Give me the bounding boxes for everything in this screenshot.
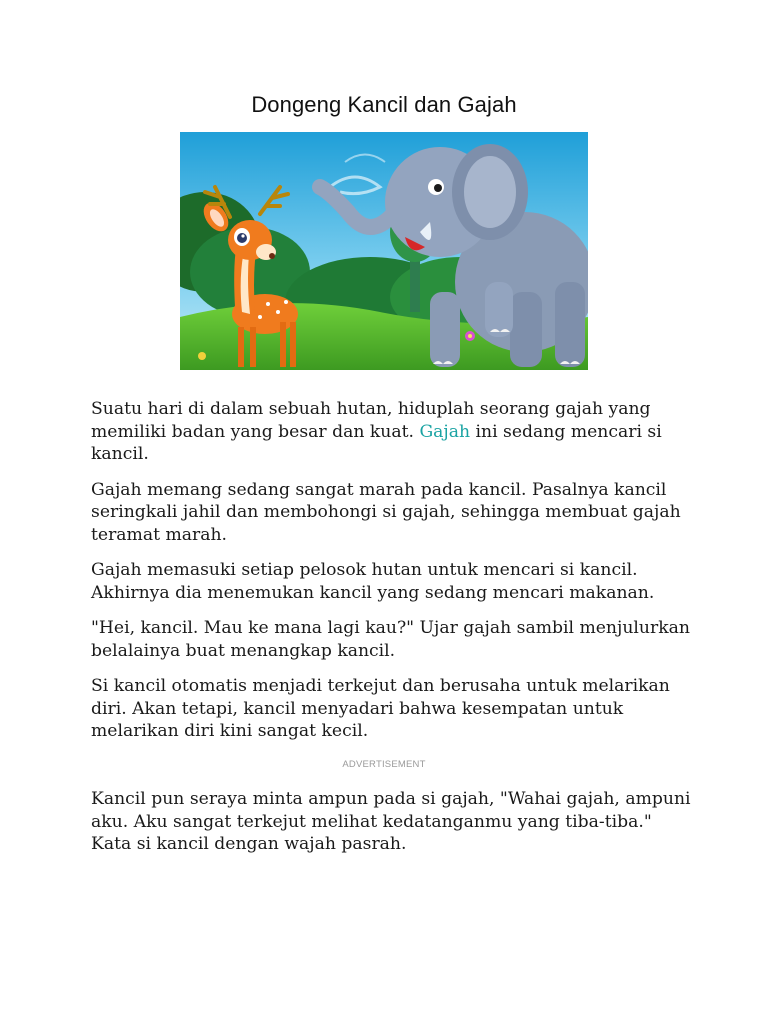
paragraph-4: "Hei, kancil. Mau ke mana lagi kau?" Ujar gajah sambil menjulurkan belalainya buat menangkap kancil. (91, 618, 690, 661)
paragraph-5: Si kancil otomatis menjadi terkejut dan berusaha untuk melarikan diri. Akan tetapi, kancil menyadari bahwa kesempatan untuk melarikan diri kini sangat kecil. (91, 676, 670, 741)
page-title: Dongeng Kancil dan Gajah (251, 92, 517, 117)
gajah-link[interactable]: Gajah (419, 421, 471, 442)
paragraph-6: Kancil pun seraya minta ampun pada si gajah, "Wahai gajah, ampuni aku. Aku sangat terkejut melihat kedatanganmu yang tiba-tiba." Kata si kancil dengan wajah pasrah. (91, 789, 691, 854)
advertisement-label: ADVERTISEMENT (342, 758, 426, 770)
article-body (91, 398, 691, 869)
paragraph-2: Gajah memang sedang sangat marah pada kancil. Pasalnya kancil seringkali jahil dan membohongi si gajah, sehingga membuat gajah teramat marah. (91, 479, 681, 545)
paragraph-1 (91, 398, 691, 466)
paragraph-1-text-b: ini sedang mencari si kancil. (91, 421, 662, 464)
paragraph-1-text-a: Suatu hari di dalam sebuah hutan, hiduplah seorang gajah yang memiliki badan yang besar dan kuat. (91, 399, 651, 442)
paragraph-3: Gajah memasuki setiap pelosok hutan untuk mencari si kancil. Akhirnya dia menemukan kancil yang sedang mencari makanan. (91, 560, 655, 603)
kancil-and-elephant-illustration (180, 132, 588, 370)
